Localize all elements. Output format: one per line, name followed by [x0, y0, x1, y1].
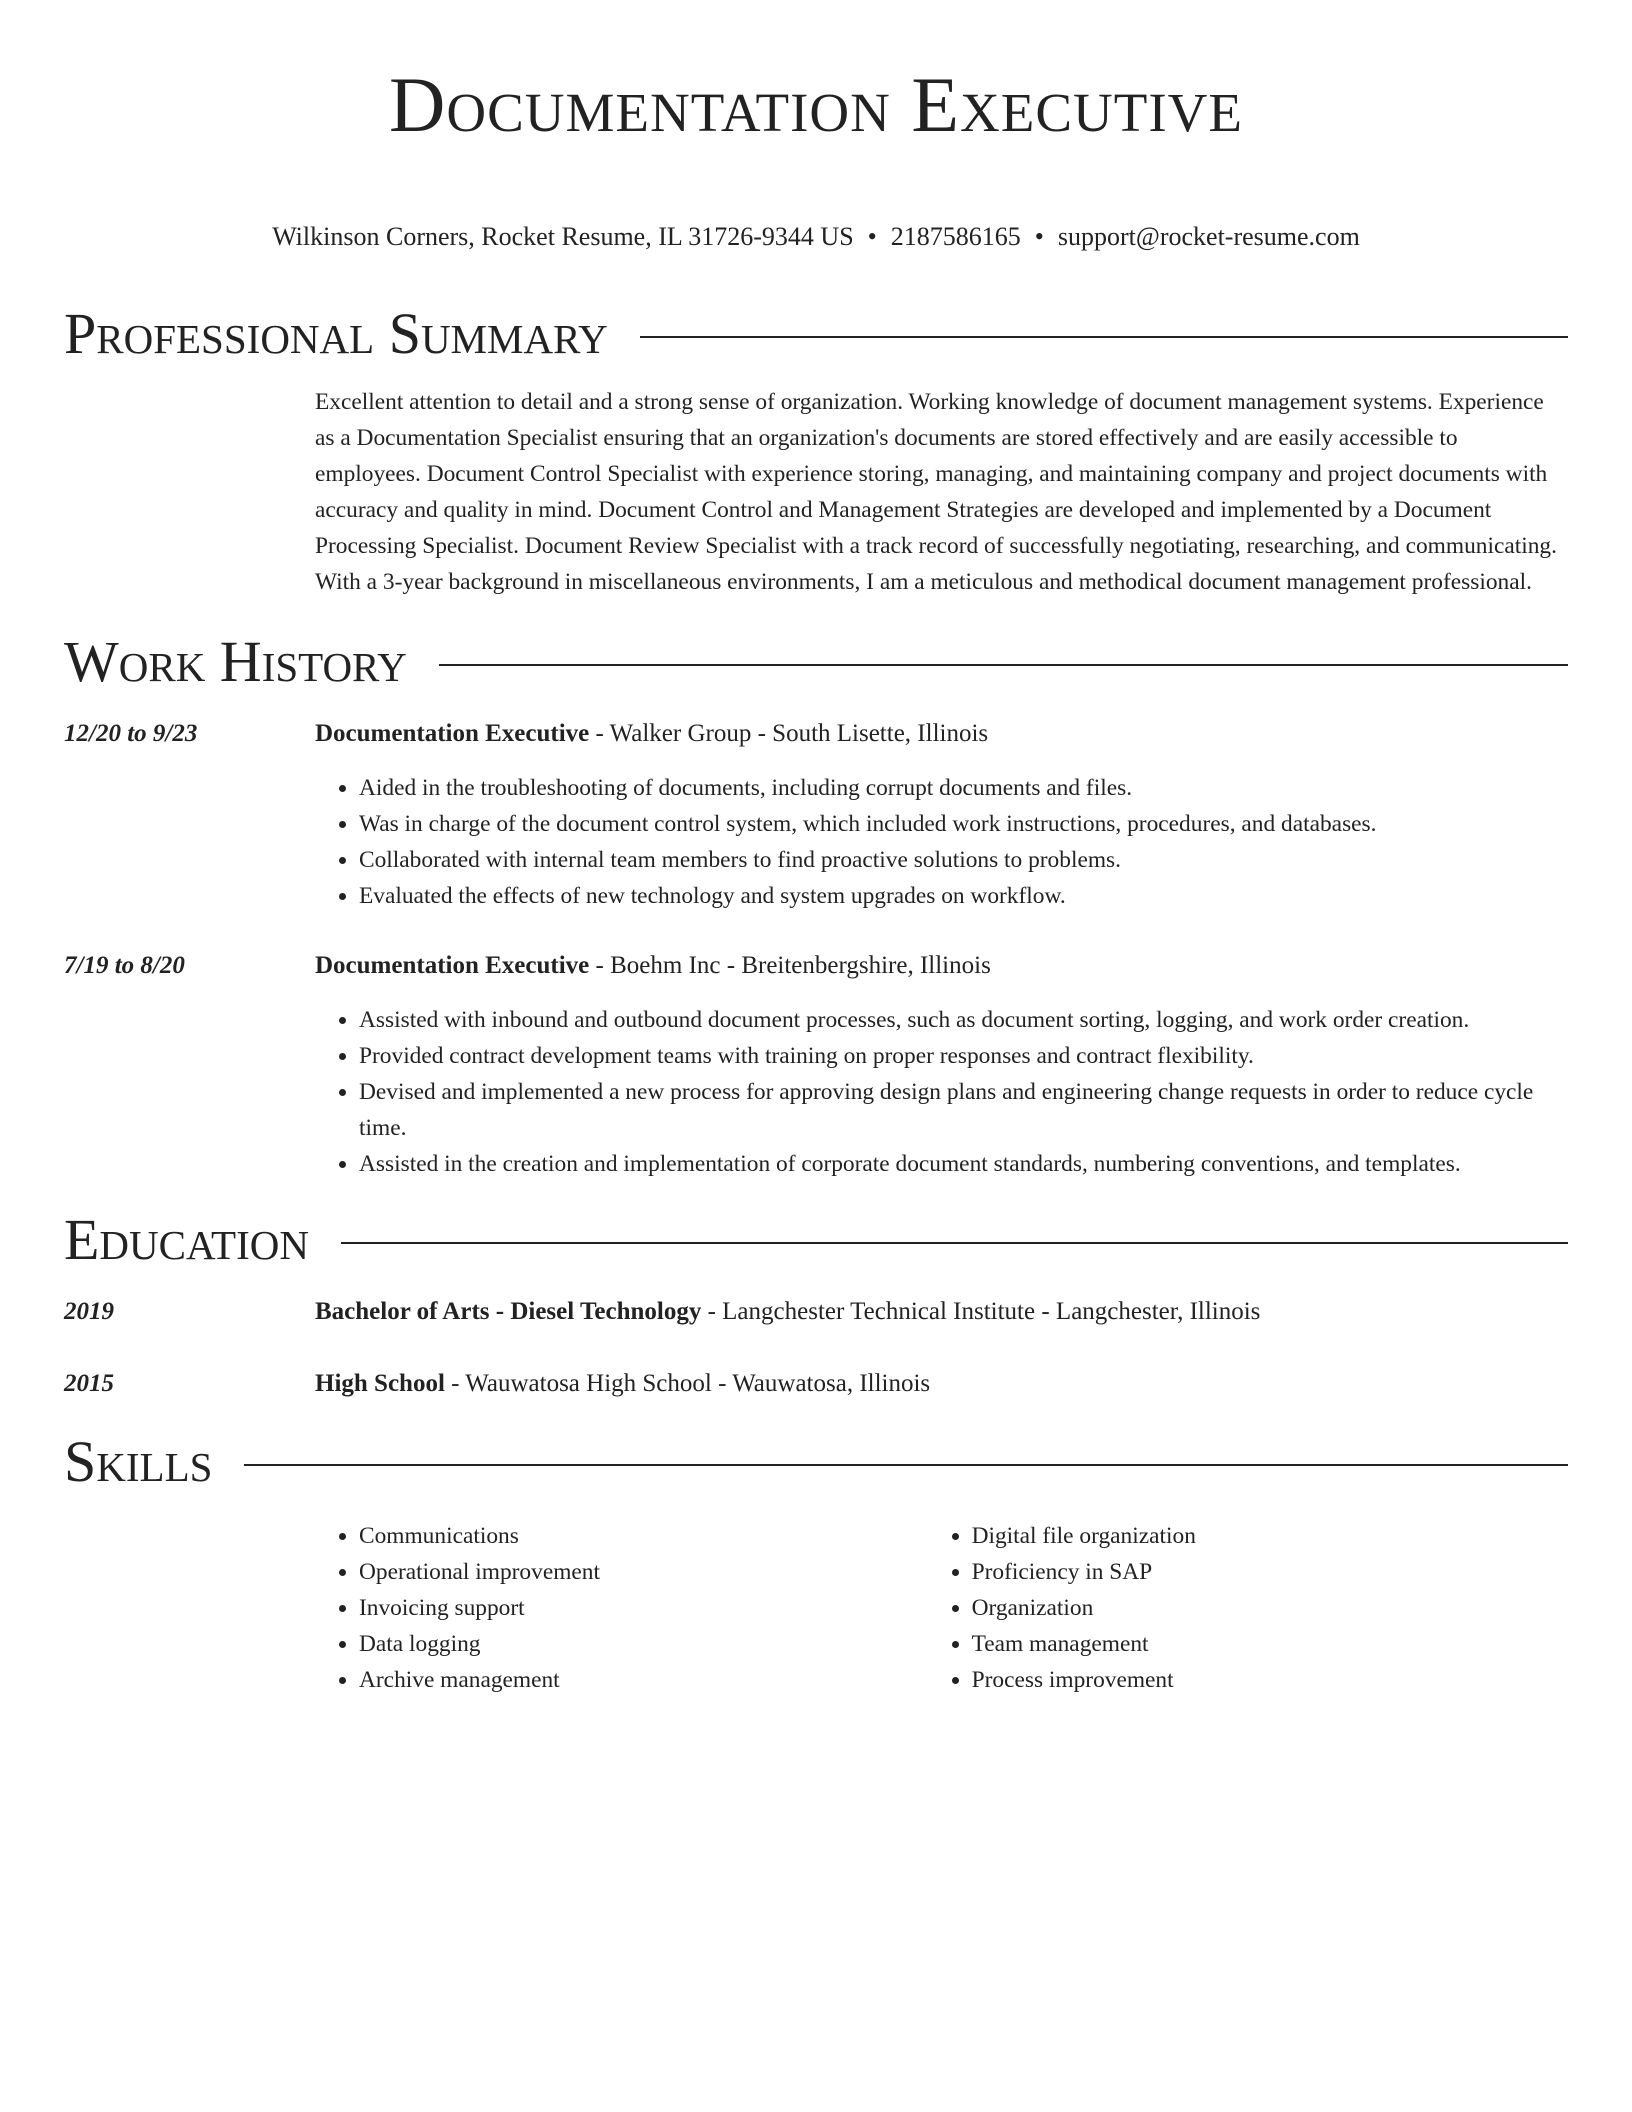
list-item: • Collaborated with internal team members to find proactive solutions to problems. — [359, 842, 1568, 878]
job-content — [315, 948, 1568, 1182]
section-divider — [640, 336, 1568, 338]
candidate-name: Documentation Executive — [389, 61, 1243, 148]
skill-item: • Team management — [972, 1626, 1568, 1662]
skill-item: • Proficiency in SAP — [972, 1554, 1568, 1590]
education-year: 2019 — [64, 1298, 114, 1325]
skill-item: • Operational improvement — [359, 1554, 928, 1590]
skill-item: • Invoicing support — [359, 1590, 928, 1626]
skill-item: • Archive management — [359, 1662, 928, 1698]
list-item: • Aided in the troubleshooting of documents, including corrupt documents and files. — [359, 770, 1568, 806]
job-bullets — [315, 770, 1568, 914]
section-header-skills — [64, 1430, 1568, 1494]
job-headline — [315, 948, 1568, 984]
contact-separator: • — [867, 222, 877, 251]
job-dates: 12/20 to 9/23 — [64, 720, 198, 747]
contact-phone: 2187586165 — [890, 222, 1021, 251]
section-divider — [341, 1242, 1568, 1244]
list-item: • Provided contract development teams with training on proper responses and contract flexibility. — [359, 1038, 1568, 1074]
skill-item: • Data logging — [359, 1626, 928, 1662]
education-details: - Wauwatosa High School - Wauwatosa, Illinois — [444, 1370, 931, 1397]
skills-column-right — [928, 1518, 1568, 1698]
section-header-summary — [64, 302, 1568, 366]
job-dates: 7/19 to 8/20 — [64, 952, 185, 979]
job-entry — [64, 716, 1568, 914]
contact-email: support@rocket-resume.com — [1057, 222, 1360, 251]
job-content — [315, 716, 1568, 914]
education-entry — [64, 1366, 1568, 1402]
education-content — [315, 1294, 1260, 1330]
section-title-skills: Skills — [64, 1429, 213, 1494]
section-divider — [244, 1464, 1568, 1466]
contact-line — [64, 220, 1568, 254]
job-bullets — [315, 1002, 1568, 1182]
section-divider — [439, 664, 1568, 666]
skill-item: • Process improvement — [972, 1662, 1568, 1698]
education-details: - Langchester Technical Institute - Langchester, Illinois — [701, 1298, 1261, 1325]
section-header-work-history — [64, 630, 1568, 694]
list-item: • Was in charge of the document control system, which included work instructions, procedures, and databases. — [359, 806, 1568, 842]
list-item: • Assisted with inbound and outbound document processes, such as document sorting, logging, and work order creation. — [359, 1002, 1568, 1038]
education-degree: High School — [315, 1370, 445, 1397]
section-header-education — [64, 1208, 1568, 1272]
education-entry — [64, 1294, 1568, 1330]
skills-list — [315, 1518, 1568, 1698]
section-title-education: Education — [64, 1207, 309, 1272]
job-entry — [64, 948, 1568, 1182]
resume-page — [64, 0, 1568, 1698]
list-item: • Assisted in the creation and implementation of corporate document standards, numbering conventions, and templates. — [359, 1146, 1568, 1182]
job-details: - Walker Group - South Lisette, Illinois — [589, 720, 989, 747]
skill-item: • Digital file organization — [972, 1518, 1568, 1554]
education-year: 2015 — [64, 1370, 114, 1397]
education-content — [315, 1366, 930, 1402]
education-degree: Bachelor of Arts - Diesel Technology — [315, 1298, 702, 1325]
contact-separator: • — [1034, 222, 1044, 251]
job-role: Documentation Executive — [315, 720, 590, 747]
skill-item: • Organization — [972, 1590, 1568, 1626]
contact-address: Wilkinson Corners, Rocket Resume, IL 31726-9344 US — [272, 222, 854, 251]
list-item: • Evaluated the effects of new technology and system upgrades on workflow. — [359, 878, 1568, 914]
job-details: - Boehm Inc - Breitenbergshire, Illinois — [589, 952, 991, 979]
skills-column-left — [315, 1518, 928, 1698]
list-item: • Devised and implemented a new process for approving design plans and engineering change requests in order to reduce cycle time. — [359, 1074, 1568, 1146]
job-headline — [315, 716, 1568, 752]
section-title-work-history: Work History — [64, 629, 407, 694]
job-role: Documentation Executive — [315, 952, 590, 979]
skill-item: • Communications — [359, 1518, 928, 1554]
summary-text: Excellent attention to detail and a strong sense of organization. Working knowledge of document management systems. Experience as a Documentation Specialist ensuring that an organization's documents are stored effectively and are easily accessible to employees. Document Control Specialist with experience storing, managing, and maintaining company and project documents with accuracy and quality in mind. Document Control and Management Strategies are developed and implemented by a Document Processing Specialist. Document Review Specialist with a track record of successfully negotiating, researching, and communicating. With a 3-year background in miscellaneous environments, I am a meticulous and methodical document management professional. — [315, 389, 1557, 595]
section-title-summary: Professional Summary — [64, 301, 608, 366]
